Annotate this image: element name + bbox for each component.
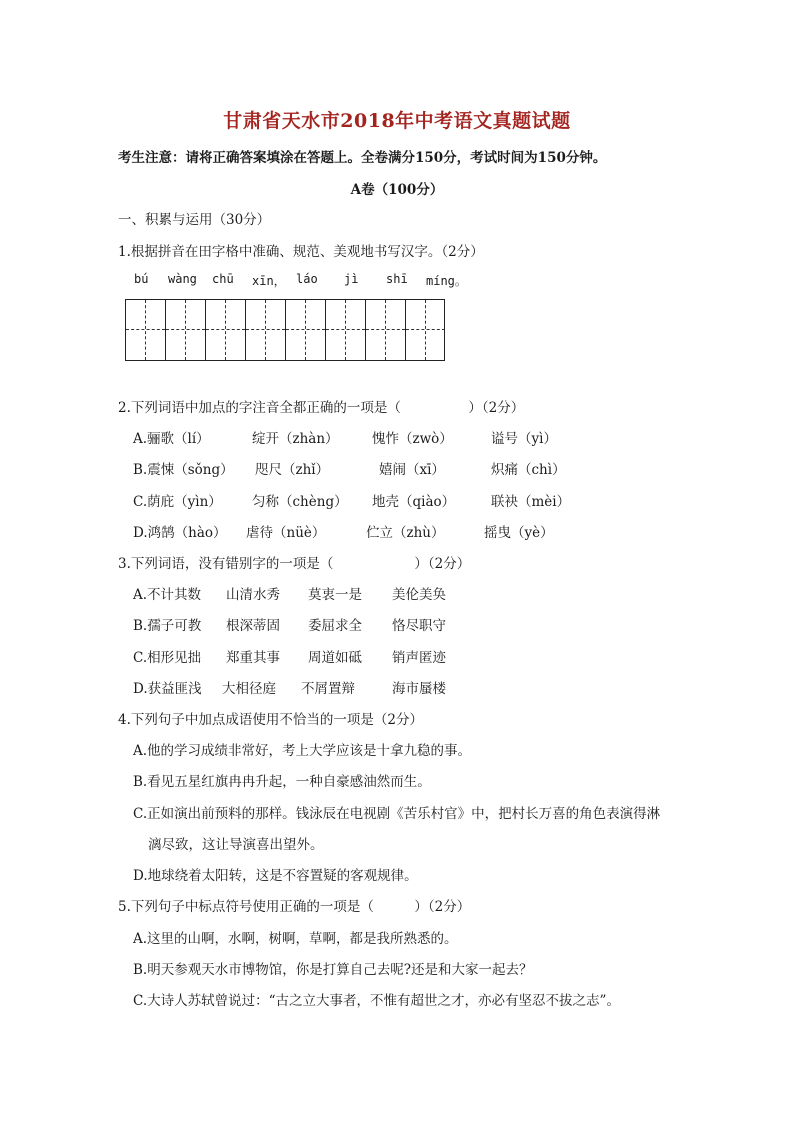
q2-option-a-word3: 愧怍（zwò） <box>372 431 453 447</box>
q3-option-c-word2: 郑重其事 <box>226 650 280 666</box>
question-5-stem: 5.下列句子中标点符号使用正确的一项是（ ）（2分） <box>118 899 471 915</box>
q2-option-d-word4: 摇曳（yè） <box>484 525 554 541</box>
part-heading: 一、积累与运用（30分） <box>118 212 271 228</box>
q2-option-b-word2: 咫尺（zhǐ） <box>255 462 330 478</box>
q2-option-b: B.震悚（sǒng） <box>133 462 234 478</box>
q2-option-a-word4: 谥号（yì） <box>491 431 557 447</box>
q5-option-b: B.明天参观天水市博物馆，你是打算自己去呢?还是和大家一起去？ <box>133 962 533 978</box>
question-3-stem: 3.下列词语，没有错别字的一项是（ ）（2分） <box>118 556 471 572</box>
q5-option-a: A.这里的山啊，水啊，树啊，草啊，都是我所熟悉的。 <box>133 931 458 947</box>
question-1-stem: 1.根据拼音在田字格中准确、规范、美观地书写汉字。（2分） <box>118 244 484 260</box>
q2-option-c-word4: 联袂（mèi） <box>491 494 571 510</box>
tianzige-cell[interactable] <box>126 300 166 360</box>
q2-option-d-word3: 伫立（zhù） <box>366 525 445 541</box>
q2-option-a: A.骊歌（lí） <box>133 431 210 447</box>
q2-option-d: D.鸿鹄（hào） <box>133 525 227 541</box>
q4-option-c-continued: 漓尽致，这让导演喜出望外。 <box>148 837 324 853</box>
q3-option-c-word3: 周道如砥 <box>308 650 362 666</box>
q3-option-a-word3: 莫衷一是 <box>308 587 362 603</box>
section-a-heading: A卷（100分） <box>350 182 444 198</box>
q2-option-c: C.荫庇（yìn） <box>133 494 222 510</box>
question-2-stem: 2.下列词语中加点的字注音全都正确的一项是（ ）（2分） <box>118 400 525 416</box>
q2-option-d-word2: 虐待（nüè） <box>246 525 326 541</box>
pinyin-1: bú <box>134 272 149 286</box>
q2-option-a-word2: 绽开（zhàn） <box>252 431 339 447</box>
q3-option-d-word3: 不屑置辩 <box>301 681 355 697</box>
pinyin-7: shī <box>386 272 408 286</box>
tianzige-cell[interactable] <box>406 300 446 360</box>
q3-option-c-word4: 销声匿迹 <box>392 650 446 666</box>
q2-option-c-word2: 匀称（chèng） <box>252 494 348 510</box>
tianzige-grid[interactable] <box>125 299 445 361</box>
tianzige-cell[interactable] <box>366 300 406 360</box>
q2-option-b-word3: 嬉闹（xī） <box>379 462 445 478</box>
pinyin-5: láo <box>296 272 318 286</box>
q3-option-b-word2: 根深蒂固 <box>226 618 280 634</box>
tianzige-cell[interactable] <box>206 300 246 360</box>
q3-option-a: A.不计其数 <box>133 587 202 603</box>
q2-option-c-word3: 地壳（qiào） <box>372 494 456 510</box>
pinyin-8: míng。 <box>426 274 467 288</box>
question-4-stem: 4.下列句子中加点成语使用不恰当的一项是（2分） <box>118 712 423 728</box>
q3-option-c: C.相形见拙 <box>133 650 202 666</box>
q3-option-d: D.获益匪浅 <box>133 681 202 697</box>
q3-option-d-word2: 大相径庭 <box>222 681 276 697</box>
tianzige-cell[interactable] <box>166 300 206 360</box>
document-title: 甘肃省天水市2018年中考语文真题试题 <box>223 110 571 132</box>
q4-option-b: B.看见五星红旗冉冉升起，一种自豪感油然而生。 <box>133 774 431 790</box>
q2-option-b-word4: 炽痛（chì） <box>491 462 566 478</box>
q4-option-d: D.地球绕着太阳转，这是不容置疑的客观规律。 <box>133 868 418 884</box>
q3-option-a-word4: 美伦美奂 <box>392 587 446 603</box>
q4-option-a: A.他的学习成绩非常好，考上大学应该是十拿九稳的事。 <box>133 743 472 759</box>
q3-option-d-word4: 海市蜃楼 <box>392 681 446 697</box>
pinyin-2: wàng <box>168 272 197 286</box>
tianzige-cell[interactable] <box>326 300 366 360</box>
q5-option-c: C.大诗人苏轼曾说过：“古之立大事者，不惟有超世之才，亦必有坚忍不拔之志”。 <box>133 993 620 1009</box>
q3-option-b-word4: 恪尽职守 <box>392 618 446 634</box>
q3-option-a-word2: 山清水秀 <box>226 587 280 603</box>
pinyin-4: xīn， <box>252 274 286 288</box>
tianzige-cell[interactable] <box>286 300 326 360</box>
q3-option-b: B.孺子可教 <box>133 618 202 634</box>
tianzige-cell[interactable] <box>246 300 286 360</box>
q3-option-b-word3: 委屈求全 <box>308 618 362 634</box>
exam-notice: 考生注意：请将正确答案填涂在答题上。全卷满分150分，考试时间为150分钟。 <box>118 150 607 166</box>
pinyin-3: chū <box>212 272 234 286</box>
pinyin-6: jì <box>344 272 359 286</box>
q4-option-c: C.正如演出前预料的那样。钱泳辰在电视剧《苦乐村官》中，把村长万喜的角色表演得淋 <box>133 806 661 822</box>
